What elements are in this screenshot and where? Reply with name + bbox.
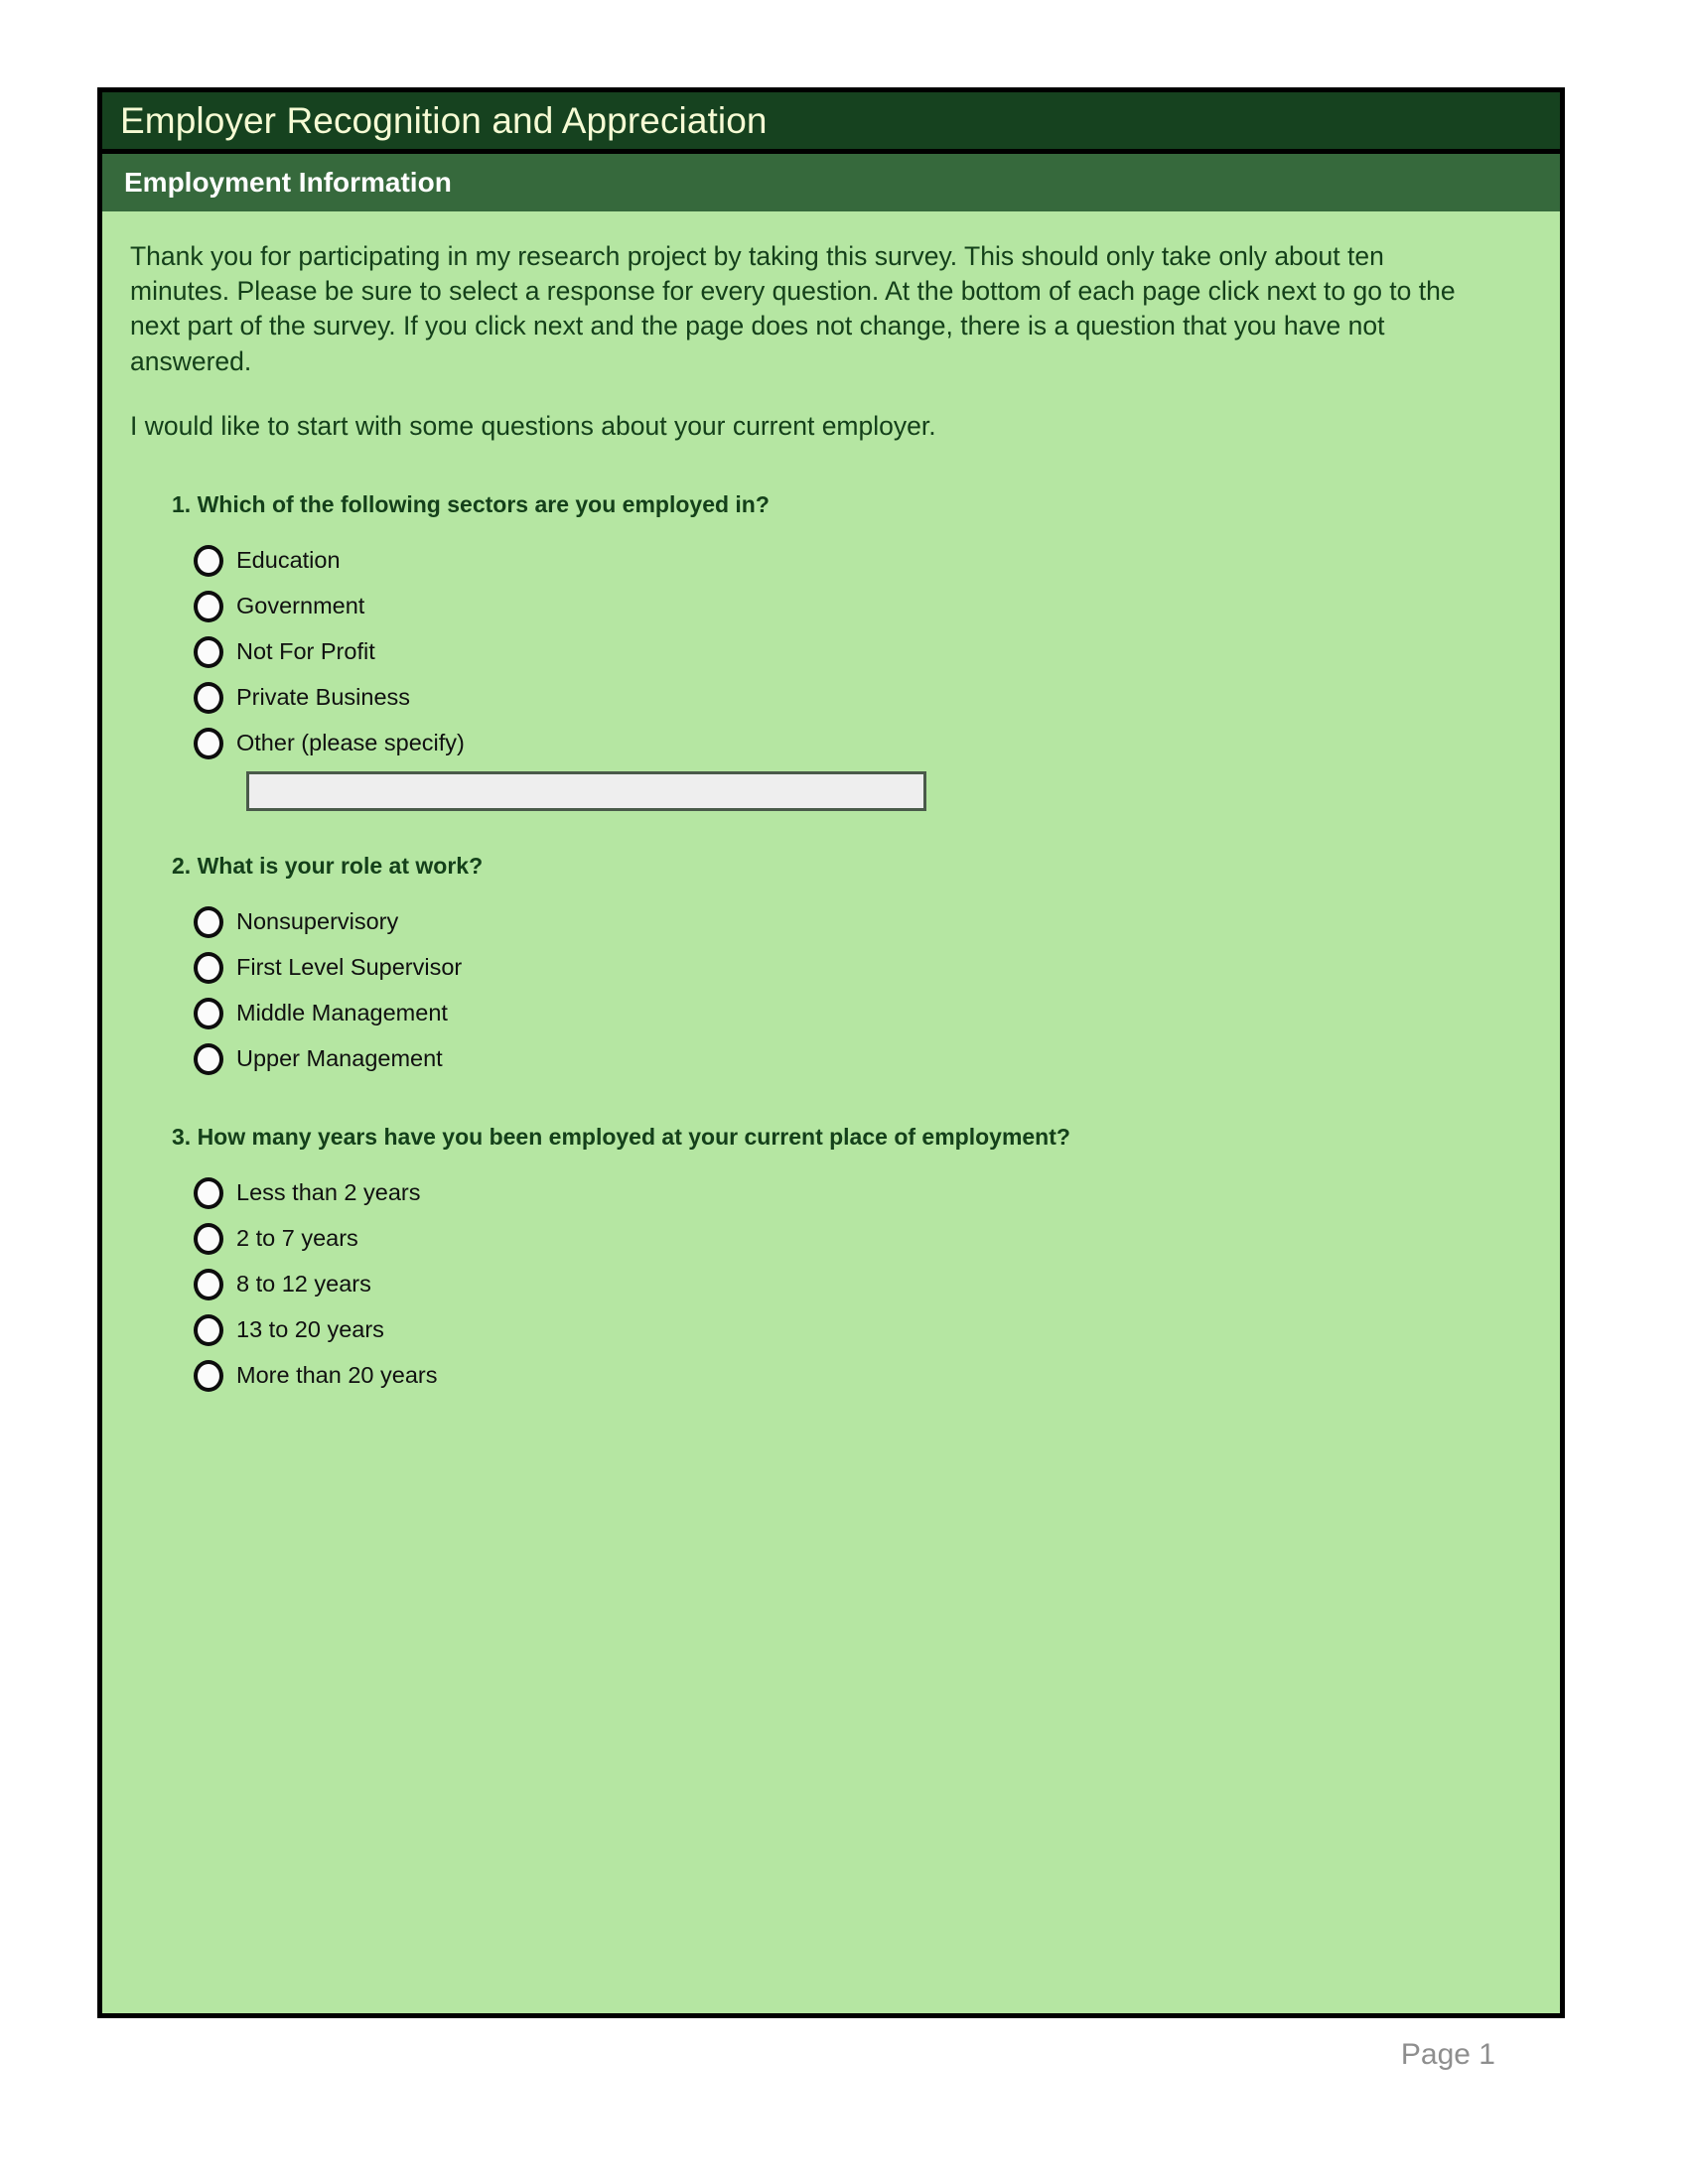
radio-icon[interactable] xyxy=(194,728,223,759)
option-label: 13 to 20 years xyxy=(236,1316,384,1343)
radio-icon[interactable] xyxy=(194,1043,223,1075)
option-row-q1-education[interactable] xyxy=(194,538,1520,584)
radio-icon[interactable] xyxy=(194,1269,223,1300)
page-footer xyxy=(0,2040,1565,2070)
radio-icon[interactable] xyxy=(194,952,223,984)
radio-icon[interactable] xyxy=(194,636,223,668)
option-row-q3-2-to-7-years[interactable] xyxy=(194,1216,1520,1262)
intro-paragraph: Thank you for participating in my research project by taking this survey. This should only take only about ten minutes. Please be sure to select a response for every question. At the bottom of each page click next to go to the next part of the survey. If you click next and the page does not change, there is a question that you have not answered. xyxy=(130,241,1456,376)
survey-title: Employer Recognition and Appreciation xyxy=(120,100,768,141)
questions-list xyxy=(130,493,1520,1399)
radio-icon[interactable] xyxy=(194,906,223,938)
radio-icon[interactable] xyxy=(194,1360,223,1392)
option-label: Government xyxy=(236,593,365,619)
option-row-q3-more-than-20-years[interactable] xyxy=(194,1353,1520,1399)
option-row-q1-other[interactable] xyxy=(194,721,1520,766)
option-row-q1-government[interactable] xyxy=(194,584,1520,629)
survey-panel xyxy=(97,87,1565,2018)
option-label: Nonsupervisory xyxy=(236,908,399,935)
option-row-q2-nonsupervisory[interactable] xyxy=(194,899,1520,945)
option-label: More than 20 years xyxy=(236,1362,438,1389)
other-specify-input[interactable] xyxy=(246,771,926,811)
question-block-3 xyxy=(172,1126,1520,1399)
section-title: Employment Information xyxy=(124,167,452,198)
survey-body xyxy=(102,211,1560,1399)
option-row-q2-upper-management[interactable] xyxy=(194,1036,1520,1082)
option-row-q3-8-to-12-years[interactable] xyxy=(194,1262,1520,1307)
radio-icon[interactable] xyxy=(194,591,223,622)
question-2-title: 2. What is your role at work? xyxy=(172,853,484,880)
option-label: Less than 2 years xyxy=(236,1179,421,1206)
option-label: Private Business xyxy=(236,684,411,711)
question-1-title: 1. Which of the following sectors are you employed in? xyxy=(172,491,770,518)
radio-icon[interactable] xyxy=(194,998,223,1029)
radio-icon[interactable] xyxy=(194,1223,223,1255)
radio-icon[interactable] xyxy=(194,545,223,577)
option-row-q3-13-to-20-years[interactable] xyxy=(194,1307,1520,1353)
option-label: Not For Profit xyxy=(236,638,375,665)
radio-icon[interactable] xyxy=(194,1314,223,1346)
option-label: 2 to 7 years xyxy=(236,1225,358,1252)
other-specify-row xyxy=(246,771,1520,811)
option-row-q1-not-for-profit[interactable] xyxy=(194,629,1520,675)
question-block-1 xyxy=(172,493,1520,811)
secondary-paragraph: I would like to start with some questions about your current employer. xyxy=(130,410,936,441)
page-number-label: Page 1 xyxy=(1400,2038,1495,2071)
section-header-bar xyxy=(102,154,1560,211)
option-label: Other (please specify) xyxy=(236,730,465,756)
question-3-title: 3. How many years have you been employed at your current place of employment? xyxy=(172,1124,1070,1151)
question-block-2 xyxy=(172,855,1520,1082)
option-label: Middle Management xyxy=(236,1000,448,1026)
survey-title-bar xyxy=(102,92,1560,154)
option-row-q3-less-than-2-years[interactable] xyxy=(194,1170,1520,1216)
option-label: Education xyxy=(236,547,341,574)
radio-icon[interactable] xyxy=(194,682,223,714)
option-row-q2-first-level-supervisor[interactable] xyxy=(194,945,1520,991)
option-label: 8 to 12 years xyxy=(236,1271,371,1297)
option-label: First Level Supervisor xyxy=(236,954,463,981)
radio-icon[interactable] xyxy=(194,1177,223,1209)
option-label: Upper Management xyxy=(236,1045,443,1072)
option-row-q1-private-business[interactable] xyxy=(194,675,1520,721)
option-row-q2-middle-management[interactable] xyxy=(194,991,1520,1036)
